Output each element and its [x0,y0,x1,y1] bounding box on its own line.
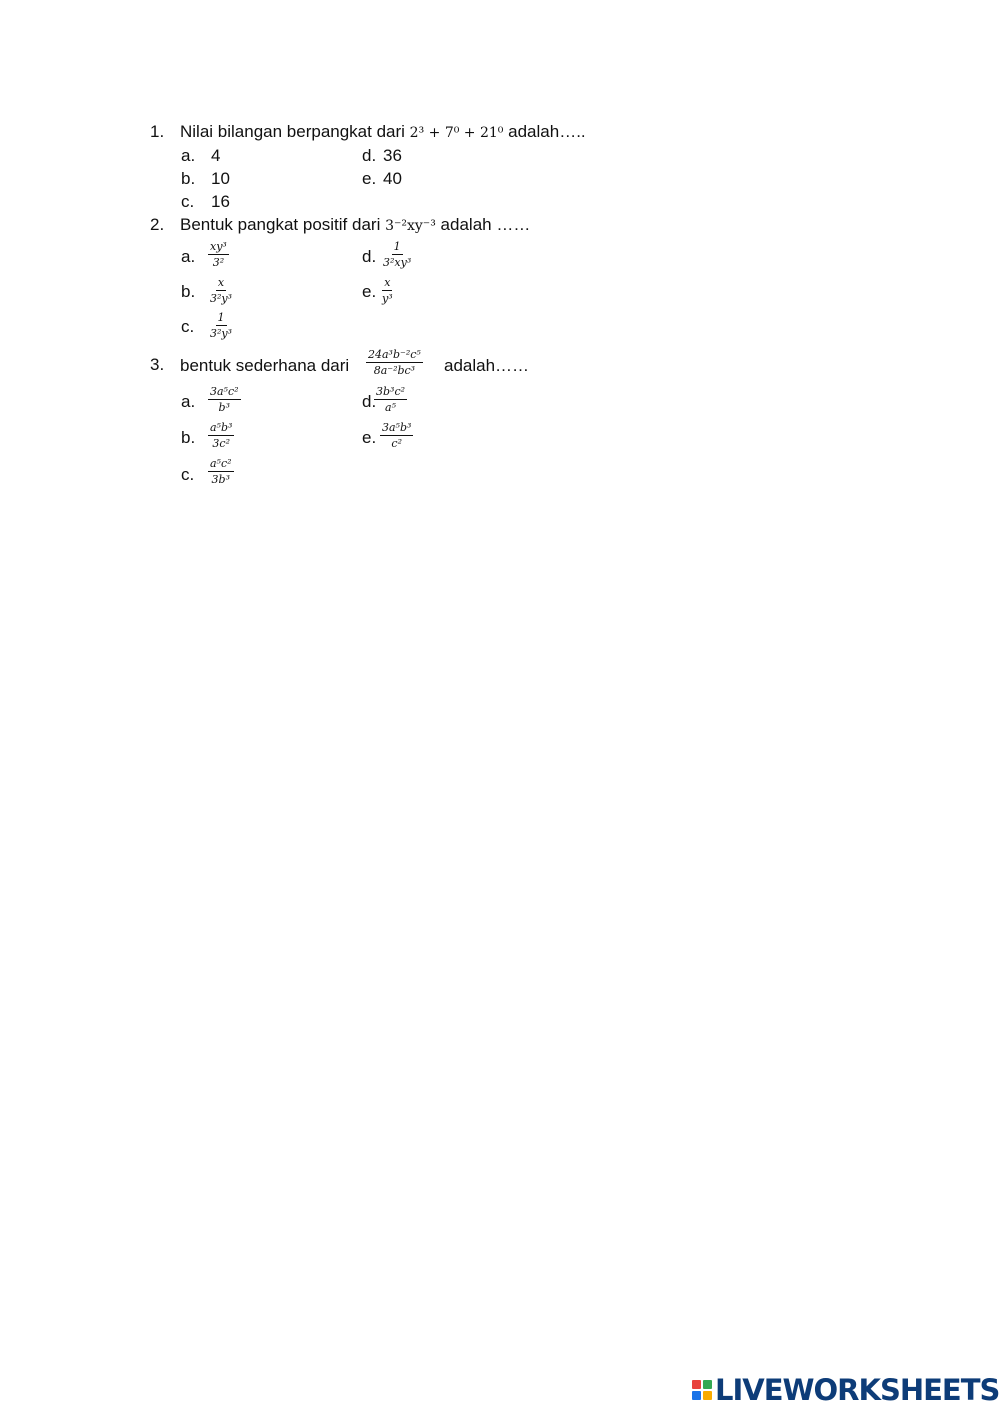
q2-option-d-denominator: 3²xy³ [383,256,412,269]
question-1-suffix: adalah….. [508,122,586,141]
q3-option-a-denominator: b³ [218,401,230,414]
q3-option-b-label: b. [181,428,196,447]
q1-option-d-text[interactable]: 36 [383,146,402,165]
logo-tiles-icon [692,1380,712,1400]
question-1-prefix: Nilai bilangan berpangkat dari [180,122,405,141]
q3-option-d-denominator: a⁵ [385,401,396,414]
q2-option-b-label: b. [181,282,196,301]
q2-option-c-denominator: 3²y³ [210,327,233,340]
q3-option-b-numerator: a⁵b³ [210,421,233,434]
q3-option-e-denominator: c² [391,437,402,450]
logo-text: LIVEWORKSHEETS [715,1373,1000,1407]
q3-option-b-denominator: 3c² [212,437,230,450]
q3-option-a-numerator: 3a⁵c² [210,385,239,398]
question-2-text [180,215,530,236]
question-3-suffix: adalah…… [444,356,530,375]
question-1-expression: 2³ + 7⁰ + 21⁰ [409,125,504,141]
question-3-prefix: bentuk sederhana dari [180,356,350,375]
q1-option-d-label: d. [362,146,377,165]
q2-option-d-numerator: 1 [393,240,401,253]
q2-option-a-label: a. [181,247,196,266]
q2-option-c-label: c. [181,317,195,336]
q3-option-d-fraction[interactable] [374,385,407,414]
q2-option-e-label: e. [362,282,377,301]
q3-option-c-fraction[interactable] [208,457,234,486]
q3-option-e-label: e. [362,428,377,447]
q2-option-b-numerator: x [217,276,225,289]
question-2-suffix: adalah …… [440,215,531,234]
question-3-number: 3. [150,355,165,374]
q1-option-c-text[interactable]: 16 [211,192,230,211]
q3-option-c-denominator: 3b³ [211,473,230,486]
logo-tile-blue [692,1391,701,1400]
q1-option-c-label: c. [181,192,195,211]
q3-option-d-label: d. [362,392,377,411]
q2-option-b-denominator: 3²y³ [210,292,233,305]
q1-option-e-text[interactable]: 40 [383,169,402,188]
question-1-number: 1. [150,122,165,141]
q2-option-e-fraction[interactable] [380,276,395,305]
q3-option-b-fraction[interactable] [208,421,234,450]
q2-option-c-fraction[interactable] [208,311,234,340]
q2-option-a-fraction[interactable] [208,240,229,269]
question-2-number: 2. [150,215,165,234]
question-2-prefix: Bentuk pangkat positif dari [180,215,381,234]
q2-option-e-numerator: x [384,276,391,289]
q2-option-a-numerator: xy³ [210,240,227,253]
q2-option-e-denominator: y³ [382,292,393,305]
q3-option-a-label: a. [181,392,196,411]
q3-option-a-fraction[interactable] [208,385,241,414]
logo-tile-green [703,1380,712,1389]
q1-option-a-label: a. [181,146,196,165]
liveworksheets-logo[interactable] [692,1373,1000,1407]
logo-tile-red [692,1380,701,1389]
q2-option-b-fraction[interactable] [208,276,234,305]
q3-option-c-label: c. [181,465,195,484]
question-1-text [180,122,586,143]
q3-option-e-numerator: 3a⁵b³ [382,421,412,434]
q1-option-b-text[interactable]: 10 [211,169,230,188]
q2-option-a-denominator: 3² [212,256,225,269]
q1-option-a-text[interactable]: 4 [211,146,221,165]
logo-tile-yellow [703,1391,712,1400]
question-2-expression: 3⁻²xy⁻³ [385,218,436,234]
q2-option-d-fraction[interactable] [381,240,413,269]
q2-option-d-label: d. [362,247,377,266]
q1-option-e-label: e. [362,169,377,188]
q3-option-e-fraction[interactable] [380,421,413,450]
q3-option-d-numerator: 3b³c² [376,385,406,398]
question-3-expression-denominator: 8a⁻²bc³ [373,364,416,377]
q2-option-c-numerator: 1 [217,311,225,324]
question-3-expression-numerator: 24a³b⁻²c⁵ [368,348,421,361]
question-3-expression [366,348,423,377]
q3-option-c-numerator: a⁵c² [210,457,232,470]
q1-option-b-label: b. [181,169,196,188]
